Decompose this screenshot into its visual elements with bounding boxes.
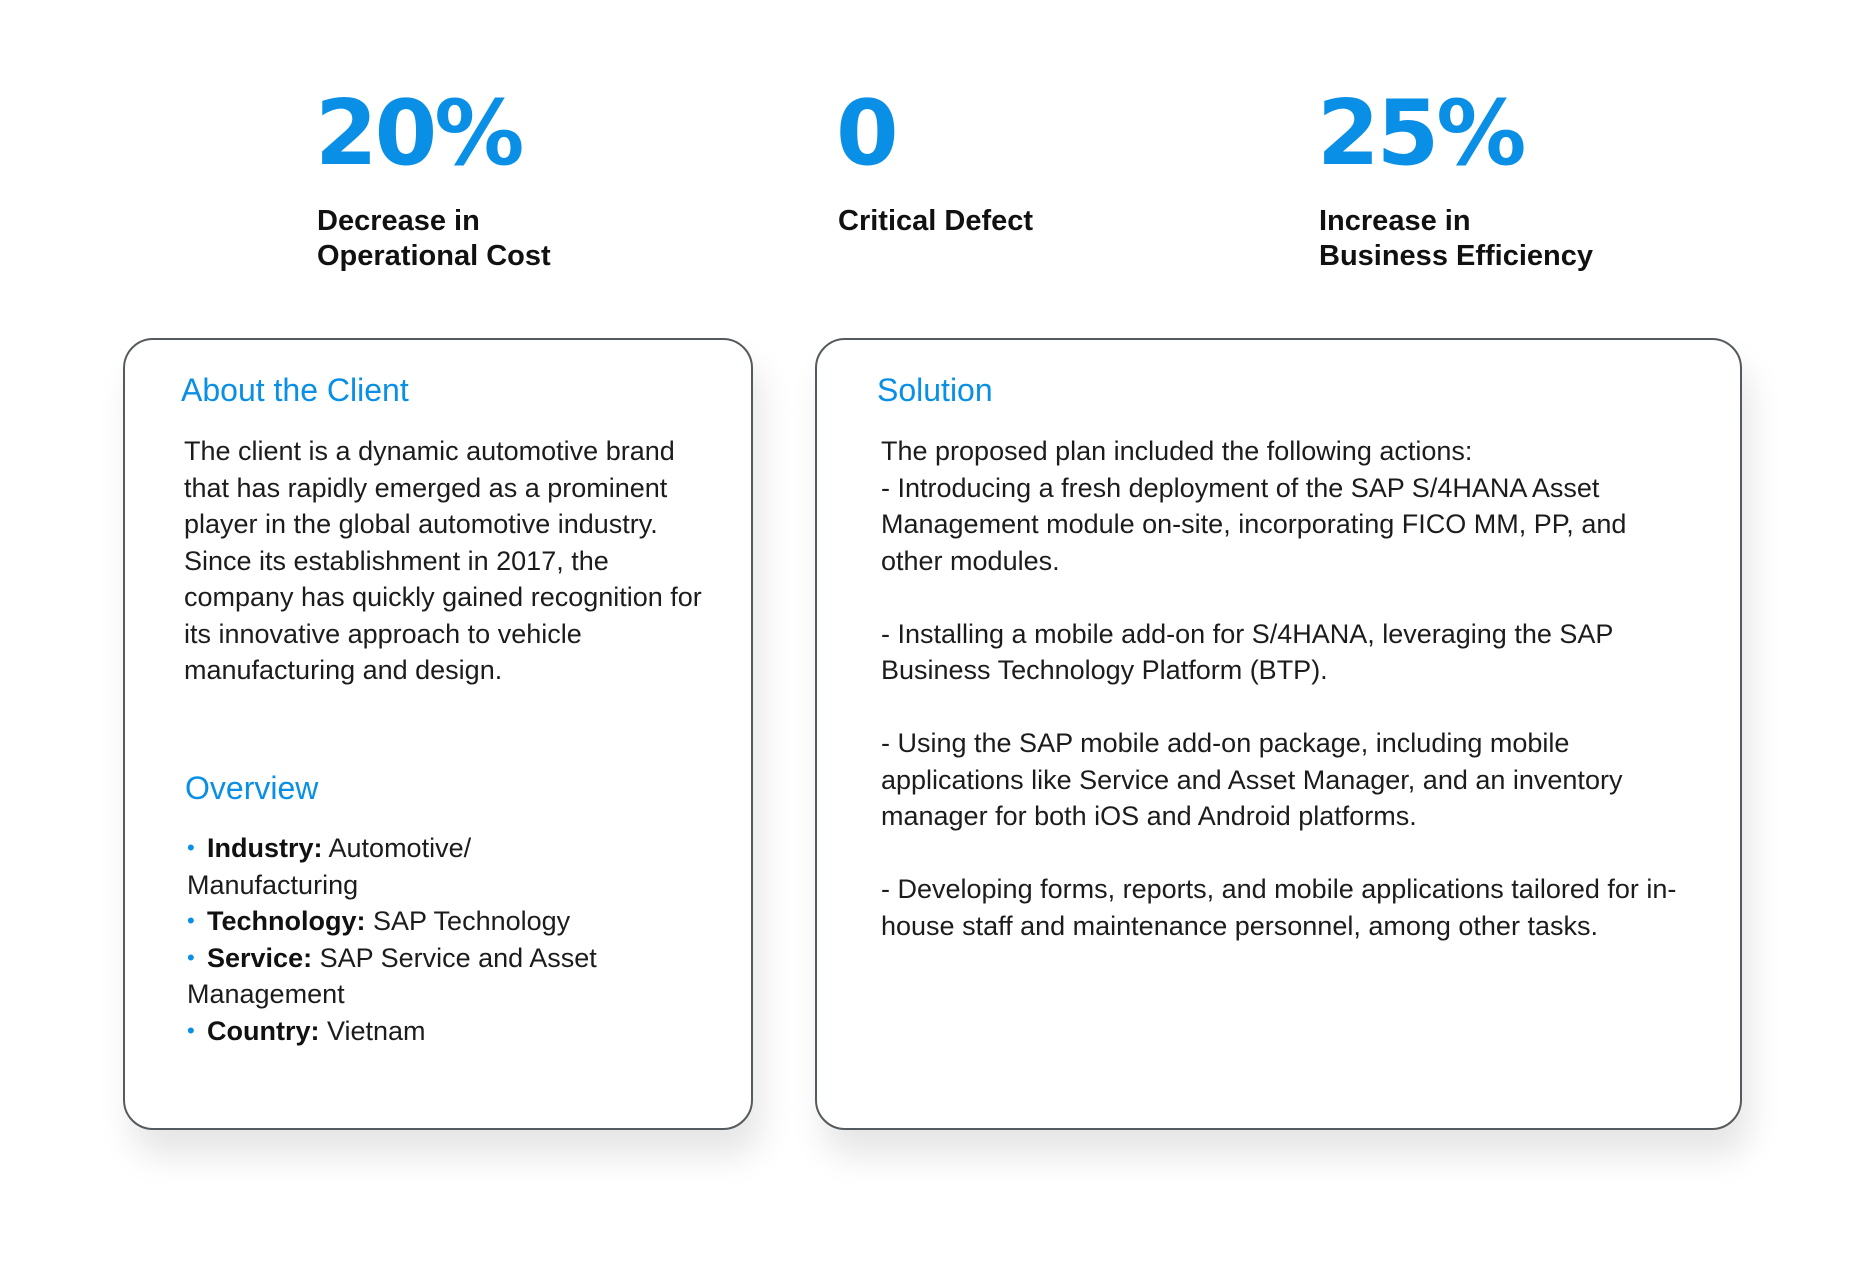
- item-value: SAP Technology: [365, 906, 571, 936]
- item-value: Vietnam: [319, 1015, 426, 1046]
- list-item: [187, 1013, 607, 1050]
- stat-value: 20%: [315, 81, 522, 186]
- stat-defect: [836, 81, 896, 186]
- solution-intro: The proposed plan included the following actions:: [881, 436, 1473, 466]
- bullet-icon: •: [187, 1017, 195, 1043]
- solution-paragraph: - Installing a mobile add-on for S/4HANA, leveraging the SAP Business Technology Platform (BTP).: [881, 618, 1613, 685]
- solution-paragraph: - Developing forms, reports, and mobile applications tailored for in-house staff and maintenance personnel, among other tasks.: [881, 874, 1677, 941]
- stat-cost: [315, 81, 522, 186]
- stat-label: Decrease in Operational Cost: [317, 205, 551, 272]
- about-heading: About the Client: [181, 372, 409, 408]
- client-card: [123, 338, 753, 1130]
- overview-heading: Overview: [185, 770, 319, 806]
- stat-efficiency: [1317, 81, 1524, 186]
- list-item: [187, 830, 607, 903]
- stat-value: 0: [836, 81, 896, 186]
- stat-value: 25%: [1317, 81, 1524, 186]
- solution-heading: Solution: [877, 372, 993, 408]
- item-value: SAP Service and Asset Management: [187, 942, 597, 1009]
- stat-defect-label-wrap: [838, 204, 1033, 239]
- stat-cost-label-wrap: [317, 204, 551, 274]
- bullet-icon: •: [187, 908, 195, 933]
- solution-paragraph: - Introducing a fresh deployment of the SAP S/4HANA Asset Management module on-site, incorporating FICO MM, PP, and other modules.: [881, 472, 1627, 576]
- bullet-icon: •: [187, 944, 195, 970]
- stat-label: Increase in Business Efficiency: [1319, 205, 1593, 272]
- item-key: Country:: [207, 1015, 320, 1046]
- about-text: The client is a dynamic automotive brand that has rapidly emerged as a prominent player in the global automotive industry. Since its establishment in 2017, the company has quickly gained recognition for its innovative approach to vehicle manufacturing and design.: [184, 436, 702, 685]
- item-value: Automotive/ Manufacturing: [187, 833, 472, 900]
- item-key: Industry:: [207, 833, 323, 863]
- stat-efficiency-label-wrap: [1319, 204, 1593, 274]
- stat-label: Critical Defect: [838, 205, 1034, 237]
- list-item: [187, 940, 607, 1013]
- item-key: Service:: [207, 942, 313, 973]
- bullet-icon: •: [187, 835, 195, 860]
- solution-card: [815, 338, 1742, 1130]
- overview-list: [187, 830, 607, 1049]
- item-key: Technology:: [207, 906, 366, 936]
- solution-body: [881, 433, 1681, 981]
- list-item: [187, 903, 607, 940]
- solution-paragraph: - Using the SAP mobile add-on package, including mobile applications like Service and Asset Manager, and an inventory manager for both iOS and Android platforms.: [881, 728, 1623, 831]
